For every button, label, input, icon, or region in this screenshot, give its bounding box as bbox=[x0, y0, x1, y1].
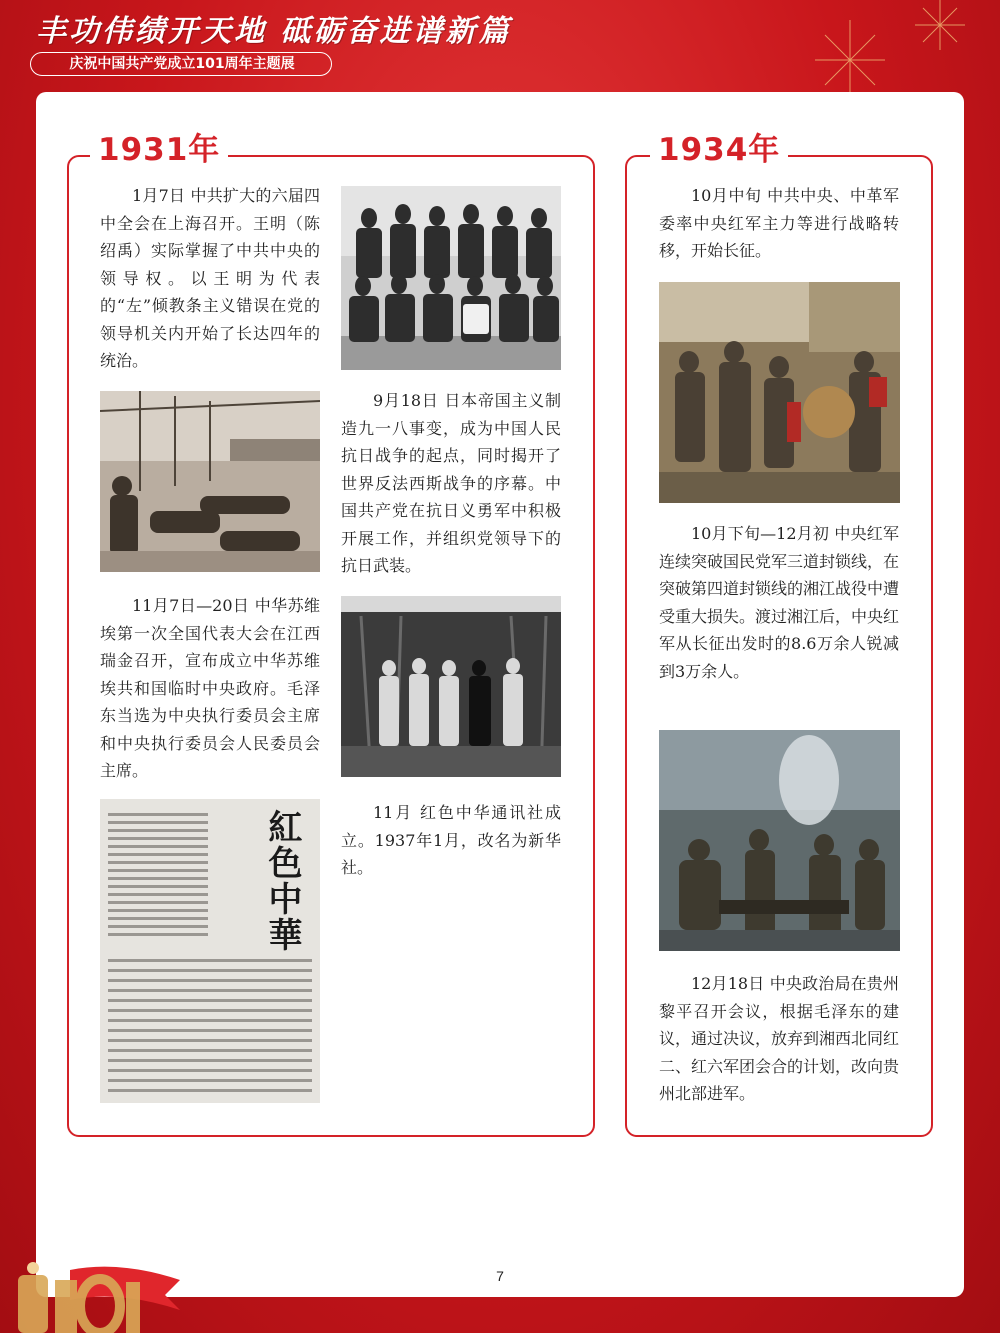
exhibition-subtitle: 庆祝中国共产党成立101周年主题展 bbox=[69, 56, 295, 72]
text-1934-oct-mid: 10月中旬 中共中央、中革军委率中央红军主力等进行战略转移，开始长征。 bbox=[659, 186, 899, 260]
painting-xiangjiang-battle bbox=[659, 730, 900, 951]
exhibition-title: 丰功伟绩开天地 砥砺奋进谱新篇 bbox=[36, 14, 512, 49]
text-1931-nov-congress: 11月7日—20日 中华苏维埃第一次全国代表大会在江西瑞金召开，宣布成立中华苏维埃共和国临时中央政府。毛泽东当选为中央执行委员会主席和中央执行委员会人民委员会主席。 bbox=[100, 596, 320, 780]
newspaper-masthead: 紅色中華 bbox=[262, 809, 302, 953]
text-1934-dec-18: 12月18日 中央政治局在贵州黎平召开会议，根据毛泽东的建议，通过决议，放弃到湘西北同红二、红六军团会合的计划，改向贵州北部进军。 bbox=[659, 974, 900, 1103]
year-1934-label: 1934年 bbox=[650, 130, 788, 170]
text-1931-jan: 1月7日 中共扩大的六届四中全会在上海召开。王明（陈绍禹）实际掌握了中共中央的领导权。以王明为代表的“左”倾教条主义错误在党的领导机关内开始了长达四年的统治。 bbox=[100, 186, 320, 370]
text-1931-nov-news-agency: 11月 红色中华通讯社成立。1937年1月，改名为新华社。 bbox=[341, 803, 561, 877]
photo-soldiers-918 bbox=[100, 391, 320, 572]
photo-leaders-group bbox=[341, 186, 561, 370]
year-1931-label: 1931年 bbox=[90, 130, 228, 170]
firework-decoration bbox=[790, 0, 990, 95]
anniversary-101-logo bbox=[0, 1240, 190, 1333]
text-1931-sep: 9月18日 日本帝国主义制造九一八事变，成为中国人民抗日战争的起点，同时揭开了世界反法西斯战争的序幕。中国共产党在抗日义勇军中积极开展工作，并组织党领导下的抗日武装。 bbox=[341, 391, 561, 575]
page-number: 7 bbox=[496, 1268, 504, 1284]
painting-long-march-departure bbox=[659, 282, 900, 503]
photo-soviet-congress bbox=[341, 596, 561, 777]
text-1934-oct-dec: 10月下旬—12月初 中央红军连续突破国民党军三道封锁线，在突破第四道封锁线的湘江战役中遭受重大损失。渡过湘江后，中央红军从长征出发时的8.6万余人锐减到3万余人。 bbox=[659, 524, 900, 681]
photo-red-china-newspaper bbox=[100, 799, 320, 1103]
